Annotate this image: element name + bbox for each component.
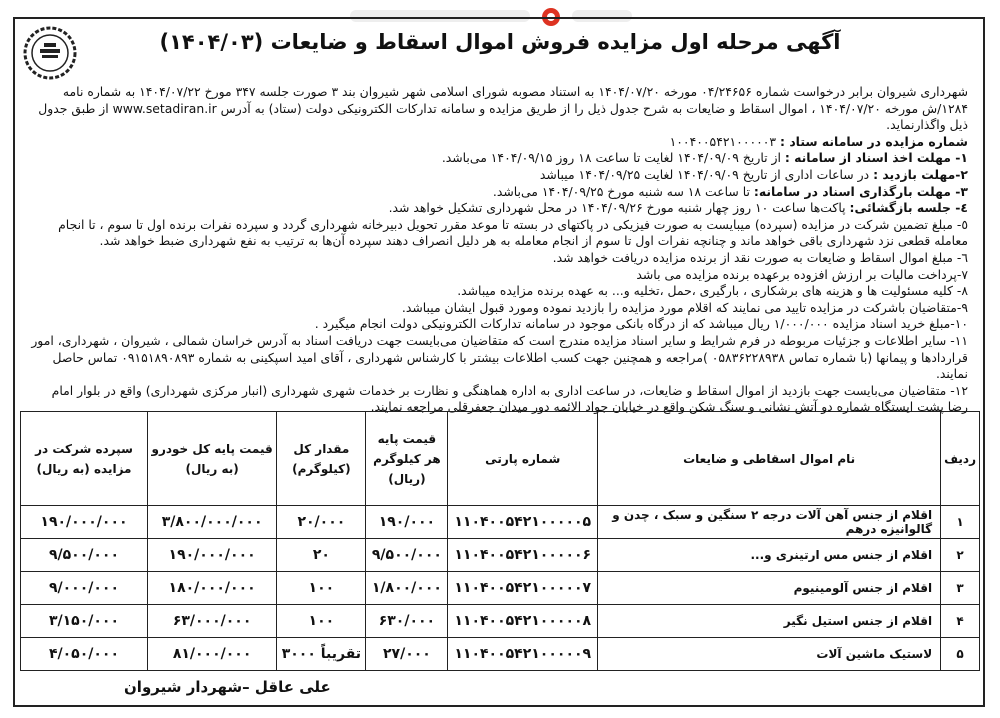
cell-total-price: ۱۹۰/۰۰۰/۰۰۰ (147, 539, 276, 572)
cell-total-price: ۳/۸۰۰/۰۰۰/۰۰۰ (147, 506, 276, 539)
table-row (21, 638, 980, 671)
table-row (21, 539, 980, 572)
notice-body (30, 84, 968, 416)
condition-12: ١٢- متقاضیان می‌بایست جهت بازدید از اموال اسقاط و ضایعات، در ساعت اداری به اداره هماهنگی و نظارت بر خدمات شهری شهرداری (انبار مرکزی شهرداری) واقع در بلوار امام رضا پشت ایستگاه شماره دو آتش نشانی و سنگ شکن واقع در خیابان جواد الائمه دور میدان جعفرقلی مراجعه نمایند. (51, 382, 968, 415)
cell-party-number: ۱۱۰۴۰۰۵۴۲۱۰۰۰۰۰۵ (448, 506, 598, 539)
cell-quantity: ۱۰۰ (277, 572, 366, 605)
cell-row-no: ۱ (941, 506, 980, 539)
cell-total-price: ۶۳/۰۰۰/۰۰۰ (147, 605, 276, 638)
cell-item-name: لاستیک ماشین آلات (598, 638, 941, 671)
cell-total-price: ۱۸۰/۰۰۰/۰۰۰ (147, 572, 276, 605)
cell-party-number: ۱۱۰۴۰۰۵۴۲۱۰۰۰۰۰۷ (448, 572, 598, 605)
mayor-signature: علی عاقل –شهردار شیروان (124, 678, 331, 696)
cell-quantity: ۱۰۰ (277, 605, 366, 638)
table-row (21, 572, 980, 605)
setad-number: ۱۰۰۴۰۰۵۴۲۱۰۰۰۰۰۳ (669, 133, 777, 149)
cell-unit-price: ۱/۸۰۰/۰۰۰ (366, 572, 448, 605)
col-header-deposit: سپرده شرکت در مزایده (به ریال) (21, 412, 148, 506)
condition-7: ٧-پرداخت مالیات بر ارزش افزوده برعهده برنده مزایده می باشد (636, 266, 968, 282)
cell-row-no: ۳ (941, 572, 980, 605)
cell-item-name: اقلام از جنس مس ارتینری و... (598, 539, 941, 572)
cell-deposit: ۹/۵۰۰/۰۰۰ (21, 539, 148, 572)
cell-unit-price: ۹/۵۰۰/۰۰۰ (366, 539, 448, 572)
cell-deposit: ۳/۱۵۰/۰۰۰ (21, 605, 148, 638)
condition-2: ۲-مهلت بازدید : در ساعات اداری از تاریخ ۱۴۰۴/۰۹/۰۹ لغایت ۱۴۰۴/۰۹/۲۵ میباشد (539, 166, 968, 182)
cell-deposit: ۱۹۰/۰۰۰/۰۰۰ (21, 506, 148, 539)
col-header-unit-price: قیمت پایه هر کیلوگرم (ریال) (366, 412, 448, 506)
cell-item-name: اقلام از جنس آهن آلات درجه ۲ سنگین و سبک ، چدن و گالوانیزه درهم (598, 506, 941, 539)
cell-row-no: ۴ (941, 605, 980, 638)
cell-party-number: ۱۱۰۴۰۰۵۴۲۱۰۰۰۰۰۹ (448, 638, 598, 671)
col-header-item-name: نام اموال اسقاطی و ضایعات (598, 412, 941, 506)
cell-unit-price: ۲۷/۰۰۰ (366, 638, 448, 671)
condition-6: ٦- مبلغ اموال اسقاط و ضایعات به صورت نقد از برنده مزایده دریافت خواهد شد. (552, 249, 968, 265)
table-row (21, 506, 980, 539)
setad-label: شماره مزایده در سامانه ستاد : (780, 133, 968, 149)
table-header-row (21, 412, 980, 506)
cell-deposit: ۴/۰۵۰/۰۰۰ (21, 638, 148, 671)
cell-item-name: اقلام از جنس استیل نگیر (598, 605, 941, 638)
col-header-total-price: قیمت پایه کل خودرو (به ریال) (147, 412, 276, 506)
cell-party-number: ۱۱۰۴۰۰۵۴۲۱۰۰۰۰۰۸ (448, 605, 598, 638)
cell-row-no: ۵ (941, 638, 980, 671)
cell-quantity: ۲۰/۰۰۰ (277, 506, 366, 539)
cell-quantity: تقریباً ۳۰۰۰ (277, 638, 366, 671)
condition-11: ١١- سایر اطلاعات و جزئیات مربوطه در فرم شرایط و سایر اسناد مزایده مندرج است که متقاضیان می‌بایست جهت دریافت اسناد به آدرس خراسان شمالی ، شیروان ، شهرداری، امور قراردادها و پیمانها (با شماره تماس ۰۵۸۳۶۲۲۸۹۳۸ )مراجعه و همچنین جهت کسب اطلاعات بیشتر با کارشناس شهرداری ، آقای امید اسپکینی به شماره ۰۹۱۵۱۸۹۰۸۹۳ تماس حاصل نمایند. (31, 332, 968, 382)
auction-items-table (20, 411, 980, 671)
cell-total-price: ۸۱/۰۰۰/۰۰۰ (147, 638, 276, 671)
condition-5: ٥- مبلغ تضمین شرکت در مزایده (سپرده) میبایست به صورت فیزیکی در پاکتهای در بسته تا موعد مقرر تحویل دبیرخانه شهرداری گردد و سپرده نفرات برنده اول تا سوم ، تا انجام معامله قطعی نزد شهرداری باقی خواهد ماند و چنانچه نفرات اول تا سوم از انجام معامله به هر دلیل انصراف دهند سپرده آن‌ها به ترتیب به نفع شهرداری ضبط خواهد شد. (58, 216, 968, 249)
intro-paragraph: شهرداری شیروان برابر درخواست شماره ۰۴/۲۴۶۵۶ مورخه ۱۴۰۴/۰۷/۲۰ به استناد مصوبه شورای اسلامی شهر شیروان بند ۳ صورت جلسه ۳۴۷ مورخ ۱۴۰۴/۰۷/۲۲ به شماره نامه ۱۲۸۴/ش مورخه ۱۴۰۴/۰۷/۲۰ ، اموال اسقاط و ضایعات به شرح جدول ذیل را از طریق مزایده و سامانه تدارکات الکترونیکی دولت (ستاد) به آدرس www.setadiran.ir از طبق جدول ذیل واگذارنماید. (38, 84, 968, 133)
condition-8: ٨- کلیه مسئولیت ها و هزینه های برشکاری ، بارگیری ،حمل ،تخلیه و... به عهده برنده مزایده میباشد. (457, 283, 968, 299)
cell-deposit: ۹/۰۰۰/۰۰۰ (21, 572, 148, 605)
condition-10: ١٠-مبلغ خرید اسناد مزایده ۱/۰۰۰/۰۰۰ ریال میباشد که از درگاه بانکی موجود در سامانه تدارکات الکترونیکی دولت انجام میگیرد . (314, 316, 968, 332)
cell-quantity: ۲۰ (277, 539, 366, 572)
condition-1: ۱- مهلت اخذ اسناد از سامانه : از تاریخ ۱۴۰۴/۰۹/۰۹ لغایت تا ساعت ۱۸ روز ۱۴۰۴/۰۹/۱۵ می‌باشد. (441, 150, 968, 166)
cell-party-number: ۱۱۰۴۰۰۵۴۲۱۰۰۰۰۰۶ (448, 539, 598, 572)
municipality-logo (22, 25, 78, 81)
col-header-quantity: مقدار کل (کیلوگرم) (277, 412, 366, 506)
condition-4: ٤- جلسه بازگشائی: پاکت‌ها ساعت ۱۰ روز چهار شنبه مورخ ۱۴۰۴/۰۹/۲۶ در محل شهرداری تشکیل خواهد شد. (388, 200, 968, 216)
cell-unit-price: ۱۹۰/۰۰۰ (366, 506, 448, 539)
setad-line (30, 134, 968, 151)
condition-9: ٩-متقاضیان باشرکت در مزایده تایید می نمایند که اقلام مورد مزایده را بازدید نموده ومورد قبول ایشان میباشد. (401, 299, 968, 315)
table-row (21, 605, 980, 638)
cell-unit-price: ۶۳۰/۰۰۰ (366, 605, 448, 638)
cell-row-no: ۲ (941, 539, 980, 572)
condition-3: ۳- مهلت بارگذاری اسناد در سامانه: تا ساعت ۱۸ سه شنبه مورخ ۱۴۰۴/۰۹/۲۵ می‌باشد. (492, 183, 968, 199)
col-header-row-no: ردیف (941, 412, 980, 506)
col-header-party-number: شماره پارتی (448, 412, 598, 506)
cell-item-name: اقلام از جنس آلومینیوم (598, 572, 941, 605)
notice-title: آگهی مرحله اول مزایده فروش اموال اسقاط و ضایعات (۱۴۰۴/۰۳) (159, 30, 841, 54)
